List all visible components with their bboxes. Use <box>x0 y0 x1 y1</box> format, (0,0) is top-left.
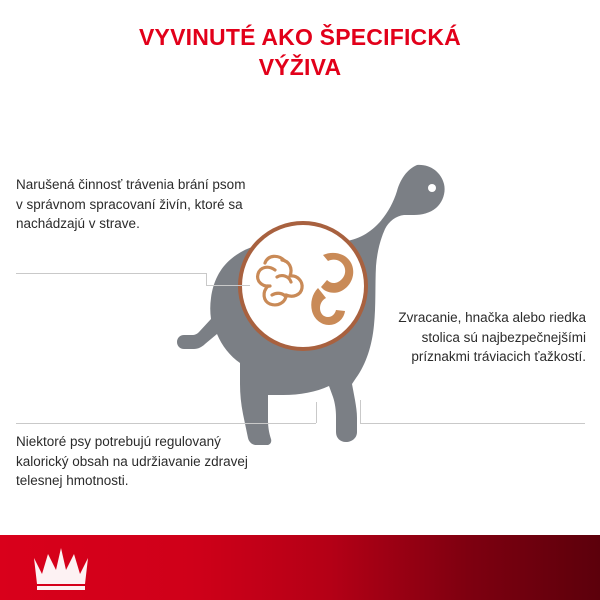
callout-calories <box>16 432 266 491</box>
leader-line-top-left-horizontal <box>16 273 206 274</box>
royal-canin-crown-icon <box>30 544 92 592</box>
leader-line-top-left-vertical <box>206 273 207 285</box>
callout-calories-text: Niektoré psy potrebujú regulovaný kalorický obsah na udržiavanie zdravej telesnej hmotnosti. <box>16 434 248 489</box>
callout-symptoms-text: Zvracanie, hnačka alebo riedka stolica sú najbezpečnejšími príznakmi tráviacich ťažkostí. <box>398 310 586 365</box>
footer-band <box>0 535 600 600</box>
dog-illustration-svg <box>0 120 600 450</box>
page-title-line-2: VÝŽIVA <box>258 54 342 81</box>
illustration <box>0 120 600 450</box>
callout-digestion <box>16 175 246 234</box>
page-title <box>60 22 540 83</box>
leader-line-bottom-left-vertical <box>316 402 317 423</box>
callout-symptoms <box>396 308 586 367</box>
leader-line-top-left-connector <box>206 285 250 286</box>
leader-line-right-horizontal <box>360 423 585 424</box>
page-title-line-1: VYVINUTÉ AKO ŠPECIFICKÁ <box>139 24 461 50</box>
callout-digestion-text: Narušená činnosť trávenia brání psom v správnom spracovaní živín, ktoré sa nachádzajú v strave. <box>16 177 246 232</box>
leader-line-bottom-left-horizontal <box>16 423 316 424</box>
leader-line-right-vertical <box>360 400 361 423</box>
